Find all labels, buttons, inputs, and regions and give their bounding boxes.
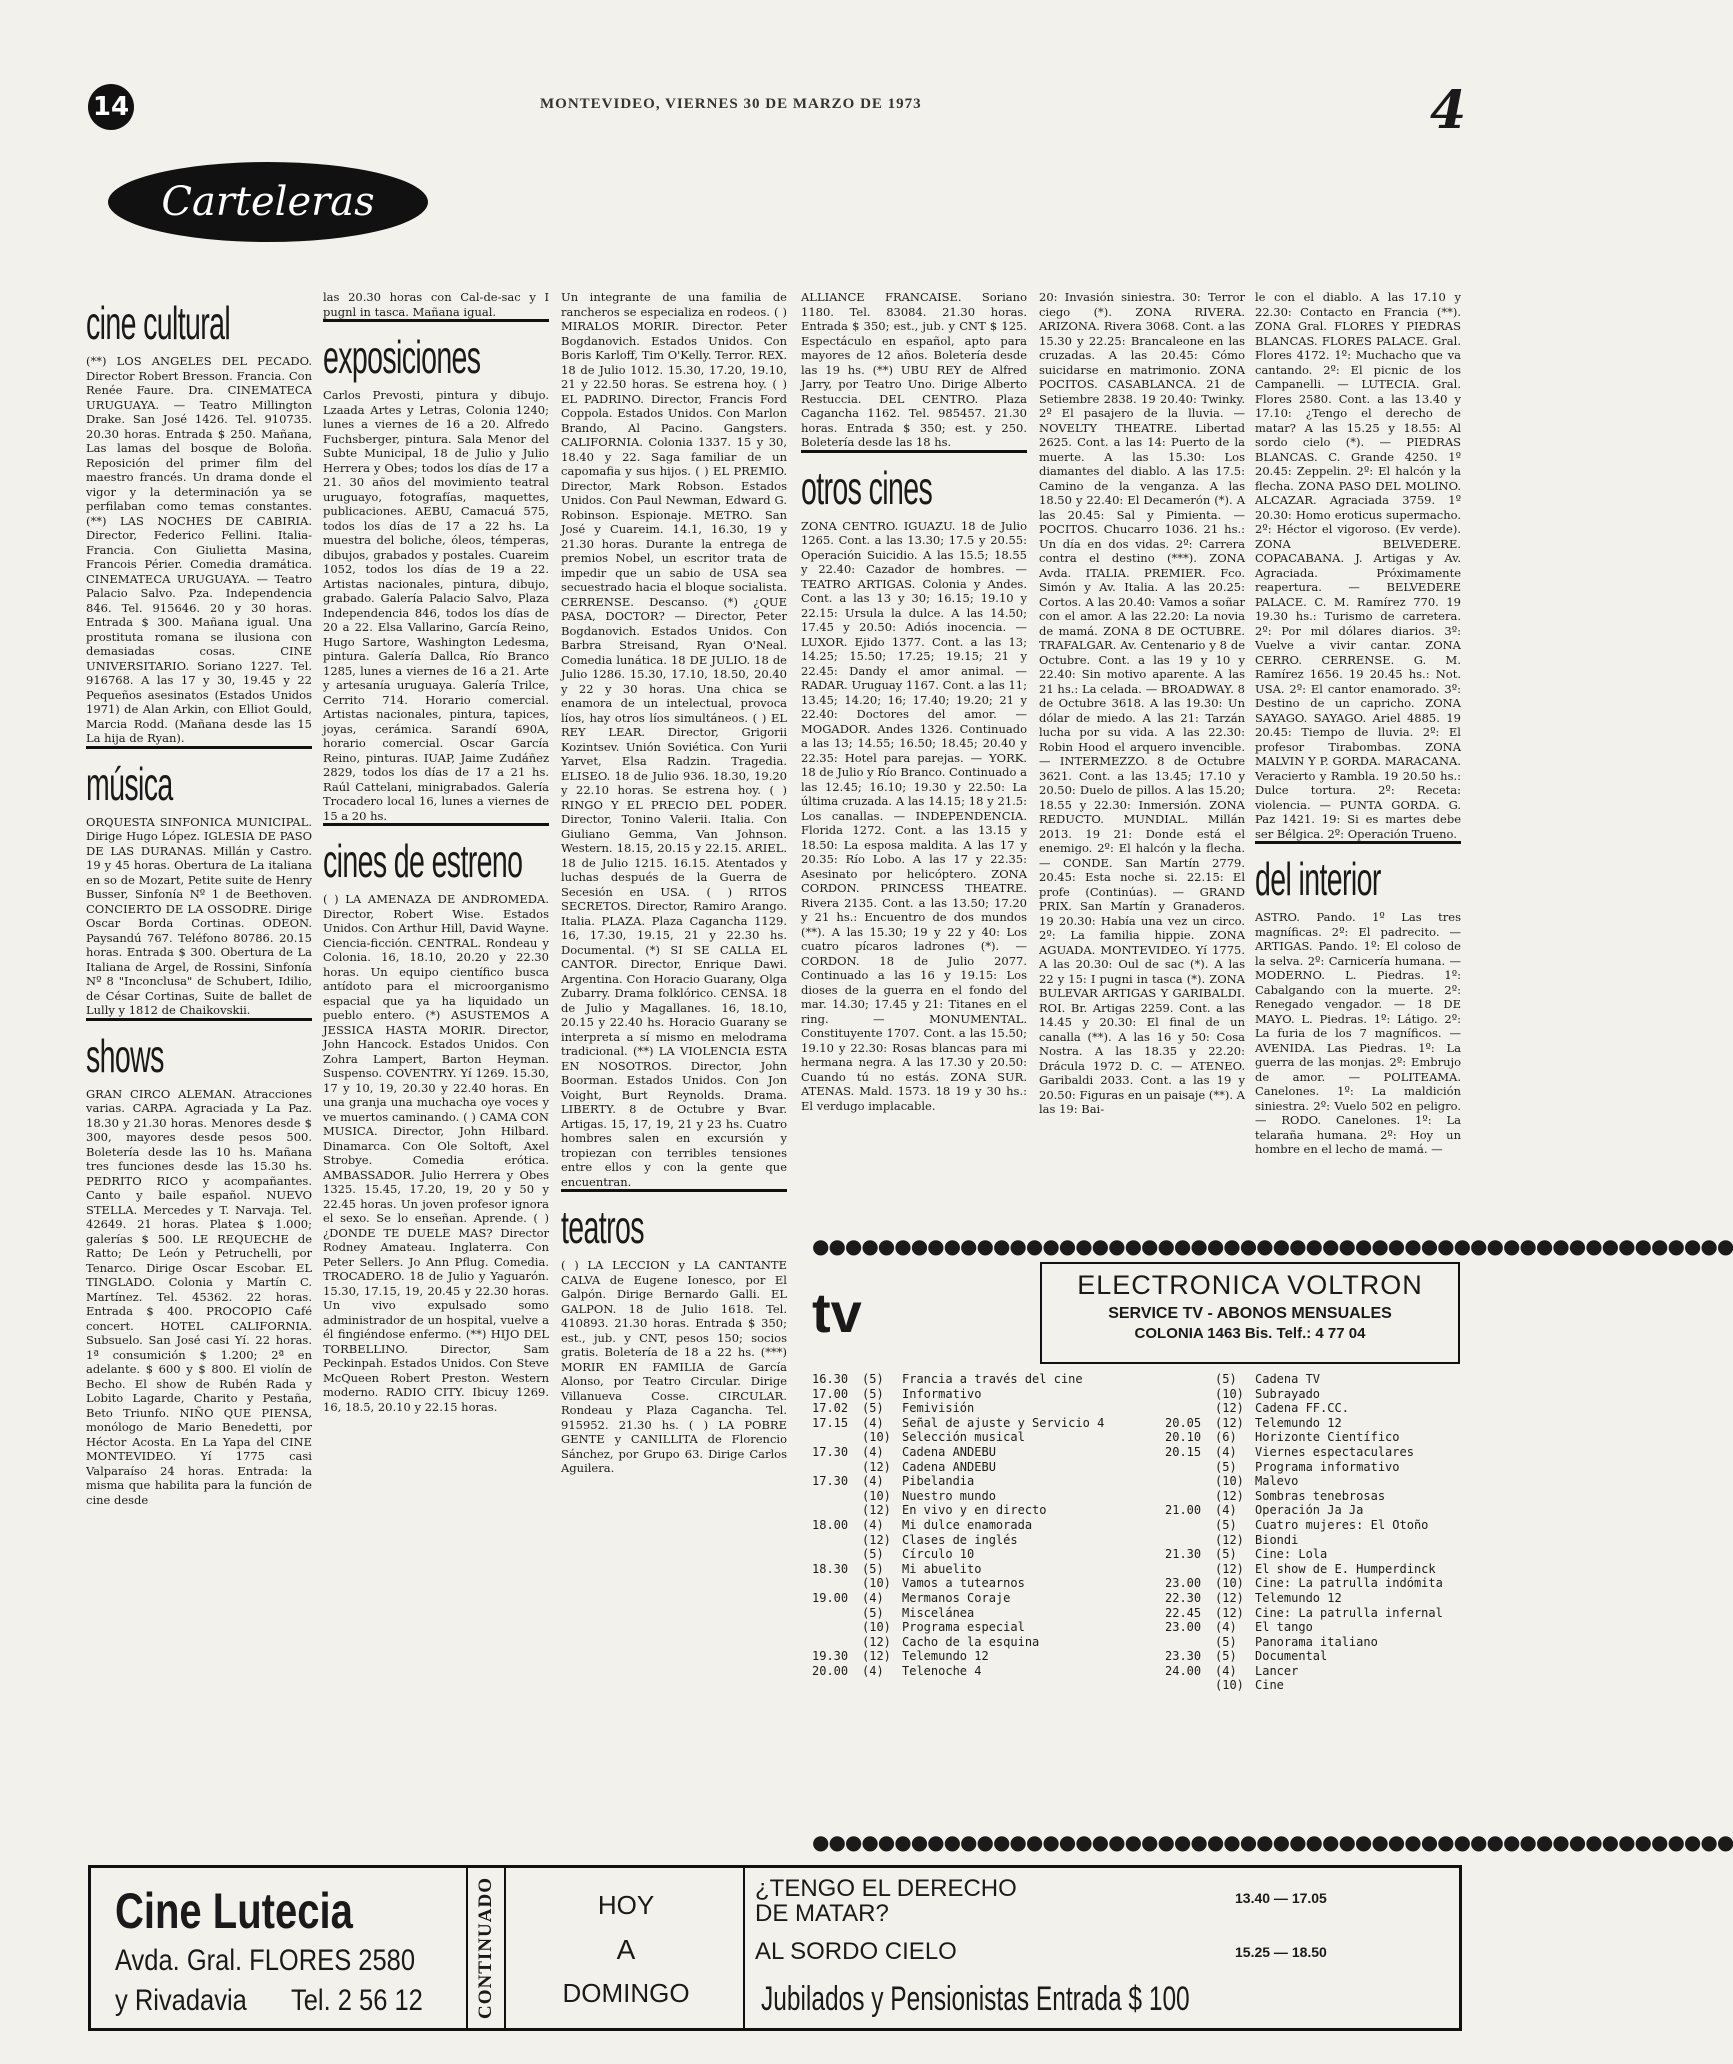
tv-program: Señal de ajuste y Servicio 4 — [902, 1415, 1105, 1430]
tv-time: 19.00 — [812, 1590, 849, 1605]
column-4 — [801, 290, 1027, 1230]
tv-time — [812, 1489, 862, 1504]
tv-channel: (4) — [862, 1517, 884, 1532]
tv-row — [1165, 1576, 1460, 1591]
tv-channel: (12) — [1215, 1401, 1244, 1416]
ad-right-panel — [743, 1868, 1455, 2028]
tv-channel: (5) — [862, 1386, 884, 1401]
tv-channel: (4) — [1215, 1503, 1237, 1518]
exposiciones-text: Carlos Prevosti, pintura y dibujo. Lzaada Artes y Letras, Colonia 1240; lunes a viernes de 16 a 20. Alfredo Fuchsberger, pintura. Sala Menor del Subte Municipal, 18 de Julio y Julio Herrera y Obes; todos los días de 17 a 21. 30 años del movimiento teatral uruguayo, fotografías, maquettes, publicaciones. AEBU, Camacuá 575, todos los días de 17 a 22 hs. La muestra del boliche, óleos, témperas, dibujos, grabados y postales. Cuareim 1052, todos los días de 19 a 22. Artistas nacionales, pintura, dibujo, grabado. Galería Palacio Salvo, Plaza Independencia 846, todos los días de 20 a 22. Elsa Vallarino, García Reino, Hugo Sartore, Washington Ledesma, pintura. Galería Dallca, Río Branco 1285, lunes a viernes de 16 a 21. Arte y artesanía uruguaya. Galería Trilce, Cerrito 714. Horario comercial. Artistas nacionales, pintura, tapices, joyas, cerámica. Sarandí 690A, horario comercial. Oscar García Reino, pinturas. IUAP, Jaime Zudáñez 2829, todos los días de 17 a 21 hs. Raúl Cattelani, minigrabados. Galería Trocadero local 16, lunes a viernes de 15 a 20 hs. — [323, 388, 549, 823]
tv-time: 18.00 — [812, 1517, 849, 1532]
teatros-text: ( ) LA LECCION y LA CANTANTE CALVA de Eugene Ionesco, por El Galpón. Dirige Bernardo Galli. EL GALPON. 18 de Julio 1618. Tel. 410893. 21.30 horas. Entrada $ 350; est., jub. y CNT, pesos 150; socios gratis. Boletería de 18 a 22 hs. (***) MORIR EN FAMILIA de García Alonso, por Teatro Circular. Dirige Villanueva Cosse. CIRCULAR. Rondeau y Plaza Cagancha. Tel. 915952. 21.30 hs. ( ) LA POBRE GENTE y CANILLITA de Florencio Sánchez, por Grupo 63. Dirige Carlos Aguilera. — [561, 1258, 787, 1475]
ad-film-1-times: 13.40 — 17.05 — [1235, 1890, 1327, 1906]
tv-row — [812, 1635, 1132, 1650]
tv-row — [812, 1503, 1132, 1518]
tv-time: 17.30 — [812, 1444, 849, 1459]
tv-program: Sombras tenebrosas — [1255, 1488, 1386, 1503]
dotted-divider-bottom: ●●●●●●●●●●●●●●●●●●●●●●●●●●●●●●●●●●●●●●●●●●●●●●●●●●●●●●●● — [812, 1830, 1733, 1854]
ad-address-1: Avda. Gral. FLORES 2580 — [115, 1944, 416, 1977]
tv-channel: (10) — [1215, 1678, 1244, 1693]
tv-row — [812, 1430, 1132, 1445]
tv-time — [812, 1430, 862, 1445]
tv-row — [812, 1664, 1132, 1679]
tv-channel: (4) — [862, 1474, 884, 1489]
tv-program: Cadena FF.CC. — [1255, 1401, 1349, 1416]
tv-program: Telenoche 4 — [902, 1663, 982, 1678]
tv-channel: (5) — [1215, 1459, 1237, 1474]
tv-time — [1165, 1460, 1215, 1475]
tv-program: Biondi — [1255, 1532, 1299, 1547]
heading-del-interior: del interior — [1255, 853, 1381, 905]
column-1 — [86, 290, 312, 1850]
tv-program: El tango — [1255, 1620, 1313, 1635]
tv-row — [1165, 1416, 1460, 1431]
tv-time: 18.30 — [812, 1561, 849, 1576]
tv-time: 24.00 — [1165, 1663, 1202, 1678]
dateline: MONTEVIDEO, VIERNES 30 DE MARZO DE 1973 — [540, 96, 922, 112]
tv-channel: (10) — [1215, 1474, 1244, 1489]
col3-text: Un integrante de una familia de rancheros se especializa en rodeos. ( ) MIRALOS MORIR. Director. Peter Bogdanovich. Estados Unidos. Con Boris Karloff, Tim O'Kelly. Terror. REX. 18 de Julio 1012. 15.30, 17.20, 19.10, 21 y 22.50 horas. Se estrena hoy. ( ) EL PADRINO. Director, Francis Ford Coppola. Estados Unidos. Con Marlon Brando, Al Pacino. Gangsters. CALIFORNIA. Colonia 1337. 15 y 30, 18.40 y 22. Saga familiar de un capomafia y sus hijos. ( ) EL PREMIO. Director, Mark Robson. Estados Unidos. Con Paul Newman, Edward G. Robinson. Espionaje. METRO. San José y Cuareim. 14.1, 16.30, 19 y 21.30 horas. Durante la entrega de premios Nobel, un escritor trata de impedir que un sabio de USA sea secuestrado hacia el bloque socialista. CERRENSE. Descanso. (*) ¿QUE PASA, DOCTOR? — Director, Peter Bogdanovich. Estados Unidos. Con Barbra Streisand, Ryan O'Neal. Comedia lunática. 18 DE JULIO. 18 de Julio 1286. 15.30, 17.10, 18.50, 20.40 y 22 y 30 horas. Una chica se enamora de un intelectual, provoca líos, hay otros líos simultáneos. ( ) EL REY LEAR. Director, Grigorii Kozintsev. Unión Soviética. Con Yurii Yarvet, Elsa Radzin. Tragedia. ELISEO. 18 de Julio 936. 18.30, 19.20 y 22.10 horas. Se estrena hoy. ( ) RINGO Y EL PRECIO DEL PODER. Director, Tonino Valerii. Italia. Con Giuliano Gemma, Van Johnson. Western. 18.15, 20.15 y 22.15. ARIEL. 18 de Julio 1215. 16.15. Atentados y luchas después de la Guerra de Secesión en USA. ( ) RITOS SECRETOS. Director, Ramiro Arango. Italia. PLAZA. Plaza Cagancha 1129. 16, 17.30, 19.15, 21 y 22.30 hs. Documental. (*) SI SE CALLA EL CANTOR. Director, Enrique Dawi. Argentina. Con Horacio Guarany, Olga Zubarry. Drama folklórico. CENSA. 18 de Julio y Magallanes. 16, 18.10, 20.15 y 22.40 hs. Horacio Guarany se interpreta a sí mismo en melodrama tradicional. (**) LA VIOLENCIA ESTA EN NOSOTROS. Director, John Boorman. Estados Unidos. Con Jon Voight, Burt Reynolds. Drama. LIBERTY. 8 de Octubre y Bvar. Artigas. 15, 17, 19, 21 y 23 hs. Cuatro hombres salen en excursión y tropiezan con terribles tensiones entre ellos y con la gente que encuentran. — [561, 290, 787, 1189]
tv-row — [812, 1562, 1132, 1577]
tv-row — [812, 1576, 1132, 1591]
col5-text: 20: Invasión siniestra. 30: Terror ciego (*). ZONA RIVERA. ARIZONA. Rivera 3068. Cont. a las 15.30 y 22.25: Brancaleone en las cruzadas. A las 20.45: Cómo suicidarse en matrimonio. ZONA POCITOS. CASABLANCA. 21 de Setiembre 2838. 19 20.40: Twinky. 2º El pasajero de la lluvia. — NOVELTY THEATRE. Libertad 2625. Cont. a las 14: Puerto de la muerte. A las 15.30: Los diamantes del diablo. A las 17.5: Camino de la venganza. A las 18.50 y 22.40: El Decamerón (*). A las 20.45: Sal y Pimienta. — POCITOS. Chucarro 1036. 21 hs.: Un día en dos vidas. 2º: Carrera contra el destino (***). ZONA Avda. ITALIA. PREMIER. Fco. Simón y Av. Italia. A las 20.25: Cortos. A las 20.40: Vamos a soñar con el amor. A las 22.20: La novia de mamá. ZONA 8 DE OCTUBRE. TRAFALGAR. Av. Centenario y 8 de Octubre. Cont. a las 19 y 10 y 22.40: Sin motivo aparente. A las 21 hs.: La celada. — BROADWAY. 8 de Octubre 3618. A las 19.30: Un dólar de miedo. A las 21: Tarzán lucha por su vida. A las 22.30: Robin Hood el arquero invencible. — INTERMEZZO. 8 de Octubre 3621. Cont. a las 13.45; 17.10 y 20.50: Duelo de pillos. A las 15.20; 18.55 y 22.30: Inmersión. ZONA REDUCTO. MUNDIAL. Millán 2013. 19 21: Donde está el enemigo. 2º: El halcón y la flecha. — CONDE. San Martín 2779. 20.45: Esta noche si. 22.15: El profe (Continúas). — GRAND PRIX. San Martín y Granaderos. 19 20.30: Había una vez un circo. 2º: La familia hippie. ZONA AGUADA. MONTEVIDEO. Yí 1775. A las 20.30: Oul de sac (*). A las 22 y 15: I pugni in tasca (*). ZONA BULEVAR ARTIGAS Y GARIBALDI. ROI. Br. Artigas 2259. Cont. a las 14.45 y 20.30: El final de un canalla (**). A las 16 y 50: Cosa Nostra. A las 18.35 y 22.20: Drácula 1972 D. C. — ATENEO. Garibaldi 2033. Cont. a las 19 y 20.50: Figuras en un paisaje (**). A las 19: Bai- — [1039, 290, 1245, 1116]
tv-channel: (5) — [862, 1605, 884, 1620]
tv-program: Cine: Lola — [1255, 1547, 1328, 1562]
tv-channel: (10) — [862, 1620, 891, 1635]
musica-text: ORQUESTA SINFONICA MUNICIPAL. Dirige Hugo López. IGLESIA DE PASO DE LAS DURANAS. Millán y Castro. 19 y 45 horas. Obertura de La italiana en so de Mozart, Petite suite de Henry Busser, Sinfonía Nº 1 de Beethoven. CONCIERTO DE LA OSSODRE. Dirige Oscar Borda Cortinas. ODEON. Paysandú 767. Teléfono 80786. 20.15 horas. Entrada $ 300. Obertura de La Italiana de Argel, de Rossini, Sinfonía Nº 8 "Inconclusa" de Schubert, Idilio, de César Cortinas, Suite de ballet de Lully y 1812 de Chaikovskii. — [86, 814, 312, 1017]
tv-listing-left — [812, 1372, 1132, 1678]
tv-row — [1165, 1401, 1460, 1416]
ad-hoy: HOY — [597, 1890, 655, 1920]
heading-musica: música — [86, 757, 173, 810]
tv-time — [812, 1460, 862, 1475]
continuado-label: CONTINUADO — [475, 1877, 496, 2019]
tv-row — [812, 1533, 1132, 1548]
tv-channel: (10) — [862, 1488, 891, 1503]
tv-time: 20.05 — [1165, 1415, 1202, 1430]
tv-time — [812, 1620, 862, 1635]
tv-program: Programa especial — [902, 1620, 1025, 1635]
tv-time — [812, 1576, 862, 1591]
tv-channel: (12) — [862, 1649, 891, 1664]
tv-row — [1165, 1430, 1460, 1445]
tv-program: Miscelánea — [902, 1605, 975, 1620]
dotted-divider-top: ●●●●●●●●●●●●●●●●●●●●●●●●●●●●●●●●●●●●●●●●●●●●●●●●●●●●●●●● — [812, 1234, 1733, 1258]
tv-program: Selección musical — [902, 1430, 1025, 1445]
tv-time: 20.15 — [1165, 1444, 1202, 1459]
tv-program: Mermanos Coraje — [902, 1590, 1011, 1605]
tv-row — [812, 1547, 1132, 1562]
tv-time: 16.30 — [812, 1372, 849, 1386]
tv-time: 20.00 — [812, 1663, 849, 1678]
tv-time: 17.15 — [812, 1415, 849, 1430]
tv-row — [1165, 1445, 1460, 1460]
tv-time: 23.00 — [1165, 1576, 1202, 1591]
tv-row — [1165, 1372, 1460, 1387]
ad-a: A — [616, 1934, 636, 1965]
tv-program: Documental — [1255, 1649, 1328, 1664]
tv-program: Cuatro mujeres: El Otoño — [1255, 1517, 1429, 1532]
tv-channel: (5) — [862, 1547, 884, 1562]
tv-program: En vivo y en directo — [902, 1503, 1047, 1518]
tv-row — [812, 1591, 1132, 1606]
tv-program: Viernes espectaculares — [1255, 1444, 1414, 1459]
tv-time: 17.30 — [812, 1474, 849, 1489]
tv-channel: (12) — [1215, 1590, 1244, 1605]
tv-row — [812, 1649, 1132, 1664]
tv-program: Cadena ANDEBU — [902, 1444, 996, 1459]
tv-channel: (4) — [862, 1415, 884, 1430]
interior-text: ASTRO. Pando. 1º Las tres magníficas. 2º: El padrecito. — ARTIGAS. Pando. 1º: El coloso de la selva. 2º: Carnicería humana. — MODERNO. L. Piedras. 1º: Cabalgando con la muerte. 2º: Renegado vengador. — 18 DE MAYO. L. Piedras. 1º: Látigo. 2º: La furia de los 7 magníficos. — AVENIDA. Las Piedras. 1º: La guerra de las monjas. 2º: Embrujo de amor. — POLITEAMA. Canelones. 1º: La maldición siniestra. 2º: Vuelo 502 en peligro. — RODO. Canelones. 1º: La telaraña humana. 2º: Hoy un hombre en el lecho de mamá. — — [1255, 910, 1461, 1156]
cine-lutecia-ad — [88, 1865, 1462, 2031]
tv-channel: (12) — [862, 1503, 891, 1518]
column-2 — [323, 290, 549, 1850]
tv-time — [1165, 1401, 1215, 1416]
tv-row — [1165, 1591, 1460, 1606]
ad-film-1: ¿TENGO EL DERECHO DE MATAR? — [755, 1875, 1017, 1927]
tv-program: Cadena TV — [1255, 1372, 1321, 1386]
tv-program: Mi abuelito — [902, 1561, 982, 1576]
tv-time — [812, 1503, 862, 1518]
tv-channel: (5) — [862, 1401, 884, 1416]
tv-program: Informativo — [902, 1386, 982, 1401]
tv-time — [1165, 1678, 1215, 1693]
tv-channel: (10) — [1215, 1576, 1244, 1591]
col4-lead: ALLIANCE FRANCAISE. Soriano 1180. Tel. 83084. 21.30 horas. Entrada $ 350; est., jub. y CNT $ 125. Espectáculo en español, apto para mayores de 12 años. Boletería desde las 19 hs. (**) UBU REY de Alfred Jarry, por Teatro Uno. Dirige Alberto Restuccia. DEL CENTRO. Plaza Cagancha 1162. Tel. 985457. 21.30 horas. Entrada $ 350; est. y 250. Boletería desde las 18 hs. — [801, 290, 1027, 449]
tv-row — [812, 1445, 1132, 1460]
tv-program: El show de E. Humperdinck — [1255, 1561, 1436, 1576]
tv-time: 22.30 — [1165, 1590, 1202, 1605]
tv-program: Cine — [1255, 1678, 1284, 1693]
tv-channel: (12) — [1215, 1415, 1244, 1430]
tv-time — [812, 1547, 862, 1562]
tv-row — [1165, 1562, 1460, 1577]
ad-domingo: DOMINGO — [562, 1978, 690, 2008]
tv-time: 23.30 — [1165, 1649, 1202, 1664]
tv-row — [1165, 1474, 1460, 1489]
tv-time: 20.10 — [1165, 1430, 1202, 1445]
tv-time — [1165, 1635, 1215, 1650]
tv-program: Horizonte Científico — [1255, 1430, 1400, 1445]
tv-listing-right — [1165, 1372, 1460, 1693]
tv-row — [812, 1460, 1132, 1475]
cine-cultural-text: (**) LOS ANGELES DEL PECADO. Director Robert Bresson. Francia. Con Renée Faure. Dra. CINEMATECA URUGUAYA. — Teatro Millington Drake. San José 1426. Tel. 910735. 20.30 horas. Entrada $ 250. Mañana, Las lamas del bosque de Boloña. Reposición del primer film del maestro francés. Un drama donde el vigor y la determinación ya se perfilaban como temas constantes. (**) LAS NOCHES DE CABIRIA. Director, Federico Fellini. Italia-Francia. Con Giulietta Masina, Francois Périer. Comedia dramática. CINEMATECA URUGUAYA. — Teatro Palacio Salvo. Pza. Independencia 846. Tel. 915646. 20 y 30 horas. Entrada $ 300. Mañana igual. Una prostituta romana se ilusiona con demasiadas cosas. CINE UNIVERSITARIO. Soriano 1227. Tel. 916768. A las 17 y 30, 19.45 y 22 Pequeños asesinatos (Estados Unidos 1971) de Alan Arkin, con Elliot Gould, Marcia Rodd. (Mañana desde las 15 La hija de Ryan). — [86, 354, 312, 745]
tv-row — [1165, 1606, 1460, 1621]
tv-row — [812, 1489, 1132, 1504]
tv-time: 23.00 — [1165, 1620, 1202, 1635]
tv-time: 21.30 — [1165, 1547, 1202, 1562]
voltron-service: SERVICE TV - ABONOS MENSUALES — [1108, 1305, 1392, 1322]
ad-film-2-times: 15.25 — 18.50 — [1235, 1944, 1327, 1960]
col2-lead: las 20.30 horas con Cal-de-sac y I pugnl in tasca. Mañana igual. — [323, 290, 549, 319]
ad-address-2: y Rivadavia — [115, 1984, 247, 2017]
tv-program: Malevo — [1255, 1474, 1299, 1489]
tv-time — [812, 1635, 862, 1650]
tv-row — [1165, 1635, 1460, 1650]
tv-row — [1165, 1489, 1460, 1504]
otros-cines-text: ZONA CENTRO. IGUAZU. 18 de Julio 1265. Cont. a las 13.30; 17.5 y 20.55: Operación Suicidio. A las 15.5; 18.55 y 22.40: Cazador de hombres. — TEATRO ARTIGAS. Colonia y Andes. Cont. a las 13 y 30; 16.15; 19.10 y 22.15: Ursula la dulce. A las 14.50; 17.45 y 20.50: Adiós inocencia. — LUXOR. Ejido 1377. Cont. a las 13; 14.25; 15.50; 17.25; 19.15; 21 y 22.45: Dandy el amor animal. — RADAR. Uruguay 1167. Cont. a las 11; 13.45; 14.20; 16; 17.40; 19.20; 21 y 22.40: Doctores del amor. — MOGADOR. Andes 1326. Continuado a las 13; 14.55; 16.50; 18.45; 20.40 y 22.35: Hotel para parejas. — YORK. 18 de Julio y Río Branco. Continuado a las 12.45; 16.10; 19.30 y 22.50: La última cruzada. A las 14.15; 18 y 21.5: Los canallas. — INDEPENDENCIA. Florida 1272. Cont. a las 13.15 y 18.50: La esposa maldita. A las 17 y 20.35: Río Lobo. A las 17 y 22.35: Asesinato por helicóptero. ZONA CORDON. PRINCESS THEATRE. Rivera 2135. Cont. a las 13.50; 17.20 y 21 hs.: Encuentro de dos mundos (**). A las 15.30; 19 y 22 y 40: Los cuatro pícaros ladrones (*). — CORDON. 18 de Julio 2077. Continuado a las 16 y 19.15: Los dioses de la guerra en el fondo del mar. 14.30; 17.45 y 21: Titanes en el ring. — MONUMENTAL. Constituyente 1707. Cont. a las 15.50; 19.10 y 22.30: Rosas blancas para mi hermana negra. A las 17.30 y 20.50: Cuando tú no estás. ZONA SUR. ATENAS. Mald. 1573. 18 19 y 30 hs.: El verdugo implacable. — [801, 518, 1027, 1113]
page-number: 14 — [88, 84, 134, 130]
voltron-name: ELECTRONICA VOLTRON — [1077, 1270, 1423, 1300]
tv-channel: (12) — [1215, 1532, 1244, 1547]
column-3 — [561, 290, 787, 1850]
tv-program: Cine: La patrulla indómita — [1255, 1576, 1443, 1591]
tv-channel: (12) — [1215, 1488, 1244, 1503]
tv-time — [1165, 1533, 1215, 1548]
tv-channel: (5) — [862, 1561, 884, 1576]
tv-row — [812, 1401, 1132, 1416]
tv-time — [1165, 1372, 1215, 1387]
estreno-text: ( ) LA AMENAZA DE ANDROMEDA. Director, Robert Wise. Estados Unidos. Con Arthur Hill, David Wayne. Ciencia-ficción. CENTRAL. Rondeau y Colonia. 16, 18.10, 20.20 y 22.30 horas. Un equipo científico busca antídoto para el microorganismo espacial que ya ha liquidado un pueblo entero. (*) ASUSTEMOS A JESSICA HASTA MORIR. Director, John Hancock. Estados Unidos. Con Zohra Lampert, Barton Heyman. Suspenso. COVENTRY. Yí 1269. 15.30, 17 y 10, 19, 20.30 y 22.40 horas. En una granja una muchacha oye voces y ve muertos caminando. ( ) CAMA CON MUSICA. Director, John Hilbard. Dinamarca. Con Ole Soltoft, Axel Strobye. Comedia erótica. AMBASSADOR. Julio Herrera y Obes 1325. 15.45, 17.20, 19, 20 y 50 y 22.45 horas. Un joven profesor ignora el sexo. Se lo enseñan. Aprende. ( ) ¿DONDE TE DUELE MAS? Director Rodney Amateau. Inglaterra. Con Peter Sellers. Jo Ann Pflug. Comedia. TROCADERO. 18 de Julio y Yaguarón. 15.30, 17.15, 19, 20.45 y 22.30 horas. Un vivo expulsado somo administrador de un hospital, vuelve a él fingiéndose enfermo. (**) HIJO DEL TORBELLINO. Director, Sam Peckinpah. Estados Unidos. Con Steve McQueen Robert Preston. Western moderno. RADIO CITY. Ibicuy 1269. 16, 18.5, 20.10 y 22.15 horas. — [323, 892, 549, 1414]
tv-row — [1165, 1678, 1460, 1693]
tv-row — [1165, 1620, 1460, 1635]
tv-program: Francia a través del cine — [902, 1372, 1083, 1386]
tv-program: Telemundo 12 — [1255, 1590, 1342, 1605]
tv-row — [1165, 1460, 1460, 1475]
tv-channel: (10) — [1215, 1386, 1244, 1401]
ad-continuado — [466, 1868, 506, 2028]
tv-row — [1165, 1649, 1460, 1664]
tv-time: 17.00 — [812, 1386, 849, 1401]
tv-program: Clases de inglés — [902, 1532, 1018, 1547]
ad-telephone: Tel. 2 56 12 — [291, 1984, 423, 2017]
tv-time — [812, 1606, 862, 1621]
ad-film-2: AL SORDO CIELO — [755, 1938, 957, 1965]
tv-channel: (5) — [862, 1372, 884, 1386]
tv-time — [812, 1533, 862, 1548]
tv-program: Femivisión — [902, 1401, 975, 1416]
tv-row — [1165, 1387, 1460, 1402]
column-6 — [1255, 290, 1461, 1230]
tv-time: 17.02 — [812, 1401, 849, 1416]
tv-program: Cadena ANDEBU — [902, 1459, 996, 1474]
shows-text: GRAN CIRCO ALEMAN. Atracciones varias. CARPA. Agraciada y La Paz. 18.30 y 21.30 horas. Menores desde $ 300, mayores desde pesos 500. Boletería desde las 10 hs. Mañana tres funciones desde las 15.30 hs. PEDRITO RICO y acompañantes. Canto y baile español. NUEVO STELLA. Mercedes y T. Narvaja. Tel. 42649. 21 horas. Platea $ 1.000; galerías $ 500. LE REQUECHE de Ratto; De León y Petruchelli, por Tenarco. Dirige Oscar Escobar. EL TINGLADO. Colonia y Martín C. Martínez. Tel. 45362. 22 horas. Entrada $ 400. PROCOPIO Café concert. HOTEL CALIFORNIA. Subsuelo. San José casi Yí. 22 horas. 1ª consumición $ 1.200; 2ª en adelante. $ 600 y $ 800. El violín de Becho. El show de Rubén Rada y Lobito Lagarde, Charito y Pestaña, Beto Triunfo. NIÑO QUE PIENSA, monólogo de Mario Benedetti, por Héctor Acosta. En La Yapa del CINE MONTEVIDEO. Yí 1775 casi Valparaíso 24 horas. Entrada: la misma que habilita para la función de cine desde — [86, 1086, 312, 1507]
tv-channel: (4) — [1215, 1663, 1237, 1678]
tv-channel: (6) — [1215, 1430, 1237, 1445]
heading-cines-de-estreno: cines de estreno — [323, 835, 523, 887]
tv-row — [812, 1372, 1132, 1387]
heading-shows: shows — [86, 1029, 164, 1082]
tv-time: 22.45 — [1165, 1605, 1202, 1620]
tv-program: Telemundo 12 — [902, 1649, 989, 1664]
tv-program: Telemundo 12 — [1255, 1415, 1342, 1430]
tv-time: 19.30 — [812, 1649, 849, 1664]
tv-time — [1165, 1562, 1215, 1577]
tv-program: Cacho de la esquina — [902, 1634, 1040, 1649]
tv-time: 21.00 — [1165, 1503, 1202, 1518]
tv-channel: (12) — [1215, 1605, 1244, 1620]
tv-program: Nuestro mundo — [902, 1488, 996, 1503]
tv-program: Subrayado — [1255, 1386, 1321, 1401]
heading-exposiciones: exposiciones — [323, 331, 481, 383]
voltron-ad — [1040, 1262, 1460, 1364]
heading-otros-cines: otros cines — [801, 461, 933, 514]
tv-channel: (4) — [1215, 1620, 1237, 1635]
tv-channel: (4) — [1215, 1444, 1237, 1459]
tv-program: Panorama italiano — [1255, 1634, 1378, 1649]
ad-footer: Jubilados y Pensionistas Entrada $ 100 — [761, 1980, 1190, 2018]
tv-time — [1165, 1387, 1215, 1402]
tv-program: Operación Ja Ja — [1255, 1503, 1364, 1518]
tv-row — [812, 1620, 1132, 1635]
tv-channel: (5) — [1215, 1517, 1237, 1532]
tv-channel: (5) — [1215, 1634, 1237, 1649]
section-banner: Carteleras — [108, 162, 428, 242]
tv-channel: (4) — [862, 1663, 884, 1678]
tv-time — [1165, 1518, 1215, 1533]
tv-channel: (10) — [862, 1576, 891, 1591]
tv-program: Programa informativo — [1255, 1459, 1400, 1474]
tv-row — [812, 1474, 1132, 1489]
tv-channel: (4) — [862, 1444, 884, 1459]
tv-row — [812, 1518, 1132, 1533]
tv-channel: (12) — [862, 1532, 891, 1547]
tv-channel: (5) — [1215, 1649, 1237, 1664]
tv-program: Círculo 10 — [902, 1547, 975, 1562]
heading-cine-cultural: cine cultural — [86, 297, 231, 349]
ad-cinema-name: Cine Lutecia — [115, 1883, 353, 1939]
tv-channel: (5) — [1215, 1372, 1237, 1386]
tv-program: Lancer — [1255, 1663, 1299, 1678]
tv-program: Cine: La patrulla infernal — [1255, 1605, 1443, 1620]
tv-row — [812, 1387, 1132, 1402]
heading-tv: tv — [812, 1281, 862, 1344]
col6-text: le con el diablo. A las 17.10 y 22.30: Contacto en Francia (**). ZONA Gral. FLORES Y PIEDRAS BLANCAS. FLORES PALACE. Gral. Flores 4172. 1º: Muchacho que va cantando. 2º: El picnic de los Campanelli. — LUTECIA. Gral. Flores 2580. Cont. a las 13.40 y 17.10: ¿Tengo el derecho de matar? A las 15.25 y 18.55: Al sordo cielo (*). — PIEDRAS BLANCAS. C. Grande 4250. 1º 20.45: Zeppelin. 2º: El halcón y la flecha. ZONA PASO DEL MOLINO. ALCAZAR. Agraciada 3759. 1º 20.30: Homo eroticus supermacho. 2º: Héctor el vigoroso. (Ev verde). ZONA BELVEDERE. COPACABANA. J. Artigas y Av. Agraciada. Próximamente reapertura. — BELVEDERE PALACE. C. M. Ramírez 770. 19 19.30 hs.: Turismo de carretera. 2º: Por mil dólares diarios. 3º: Vuelve a vivir cantar. ZONA CERRO. CERRENSE. G. M. Ramírez 1656. 19 20.45 hs.: Not. USA. 2º: El cantor enamorado. 3º: Destino de un capricho. ZONA SAYAGO. SAYAGO. Ariel 4885. 19 20.45: Tiempo de lluvia. 2º: El profesor Tirabombas. ZONA MALVIN Y P. GORDA. MARACANA. Veracierto y Rambla. 19 20.50 hs.: Dulce tortura. 2º: Receta: violencia. — PUNTA GORDA. G. Paz 1421. 19: Si es martes debe ser Bélgica. 2º: Operación Trueno. — [1255, 290, 1461, 841]
tv-row — [1165, 1503, 1460, 1518]
tv-row — [812, 1416, 1132, 1431]
tv-row — [1165, 1518, 1460, 1533]
tv-program: Pibelandia — [902, 1474, 975, 1489]
column-5 — [1039, 290, 1245, 1230]
tv-time — [1165, 1489, 1215, 1504]
tv-row — [1165, 1664, 1460, 1679]
tv-row — [1165, 1547, 1460, 1562]
tv-row — [812, 1606, 1132, 1621]
tv-row — [1165, 1533, 1460, 1548]
masthead-logo: 4 — [1430, 80, 1467, 141]
tv-channel: (12) — [862, 1634, 891, 1649]
tv-channel: (12) — [862, 1459, 891, 1474]
tv-channel: (5) — [1215, 1547, 1237, 1562]
heading-teatros: teatros — [561, 1201, 644, 1253]
tv-channel: (10) — [862, 1430, 891, 1445]
tv-program: Mi dulce enamorada — [902, 1517, 1033, 1532]
tv-channel: (12) — [1215, 1561, 1244, 1576]
voltron-address: COLONIA 1463 Bis. Telf.: 4 77 04 — [1134, 1325, 1366, 1342]
tv-program: Vamos a tutearnos — [902, 1576, 1025, 1591]
tv-time — [1165, 1474, 1215, 1489]
tv-channel: (4) — [862, 1590, 884, 1605]
